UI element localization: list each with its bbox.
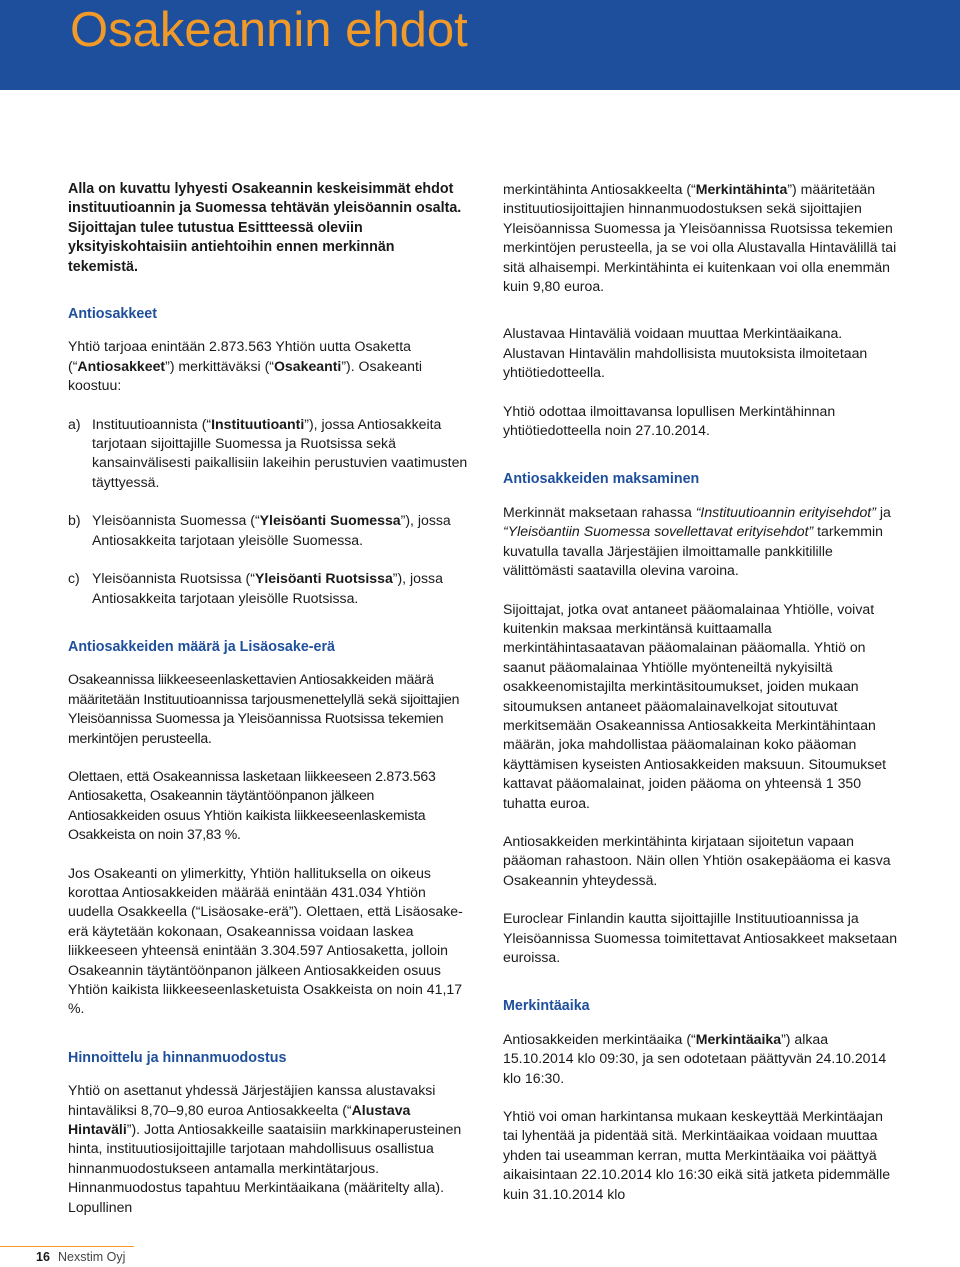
text: Instituutioannista (“ — [92, 415, 212, 432]
text: Yhtiö on asettanut yhdessä Järjestäjien kanssa alustavaksi hintaväliksi 8,70–9,80 euroa Antiosakkeelta (“ — [68, 1082, 436, 1118]
text: tarkemmin kuvatulla tavalla Järjestäjien ilmoittamalle pankkitilille välittömästi saatavilla olevina varoina. — [503, 523, 883, 579]
paragraph: Antiosakkeiden merkintähinta kirjataan sijoitetun vapaan pääoman rahastoon. Näin ollen Yhtiön osakepääoma ei kasva Osakeannin yhteydessä. — [503, 832, 891, 888]
paragraph — [503, 503, 898, 581]
defined-term: Antiosakkeet — [77, 357, 166, 374]
defined-term: Alustava Hintaväli — [68, 1101, 411, 1138]
defined-term: Instituutioanti — [211, 415, 305, 432]
list-marker: b) — [68, 512, 81, 529]
paragraph: Euroclear Finlandin kautta sijoittajille Instituutioannissa ja Yleisöannissa Suomessa toimitettavat Antiosakkeet maksetaan euroissa. — [503, 910, 898, 965]
heading-antiosakkeiden-maara: Antiosakkeiden määrä ja Lisäosake-erä — [68, 638, 336, 655]
list-item — [68, 569, 468, 608]
text: ”), jossa Antiosakkeita tarjotaan sijoittajille Suomessa ja Ruotsissa sekä kansainvälisesti paikallisiin lakeihin perustuvien vaatimusten täyttyessä. — [92, 415, 468, 490]
heading-merkintaaika: Merkintäaika — [503, 998, 590, 1015]
list-text — [92, 415, 468, 493]
list-item — [68, 511, 468, 550]
text: ”), jossa Antiosakkeita tarjotaan yleisölle Suomessa. — [92, 512, 451, 548]
text: Yhtiö tarjoaa enintään 2.873.563 Yhtiön uutta Osaketta (“ — [68, 338, 411, 374]
text: ja — [875, 503, 891, 520]
paragraph: Yhtiö odottaa ilmoittavansa lopullisen Merkintähinnan yhtiötiedotteella noin 27.10.2014. — [503, 402, 836, 439]
paragraph — [68, 337, 468, 395]
text: ”). Osakeanti koostuu: — [68, 357, 423, 394]
paragraph — [68, 1081, 468, 1217]
text: Antiosakkeiden merkintäaika (“ — [503, 1030, 696, 1047]
paragraph — [503, 1030, 898, 1088]
heading-maksaminen: Antiosakkeiden maksaminen — [503, 471, 700, 488]
paragraph: Sijoittajat, jotka ovat antaneet pääomalainaa Yhtiölle, voivat kuitenkin maksaa merkintänsä kuittaamalla merkintähintasaatavan pääomalainan pääomalla. Yhtiö on saanut pääomalainaa Yhtiölle myönteneiltä nykyisiltä osakkeenomistajilta merkintäsitoumukset, joiden mukaan sitoumuksen antaneet pääomalainavelkojat sitoutuvat merkitsemään Osakeannissa Antiosakkeita Merkintähintaan määrän, joka mahdollistaa pääomalainan koko pääoman käyttämisen kyseisten Antiosakkeiden maksuun. Sitoumukset kattavat pääomalainat, joiden pääoma on yhteensä 1 350 tuhatta euroa. — [503, 600, 887, 811]
defined-term: Merkintäaika — [695, 1030, 782, 1047]
text: ”) merkittäväksi (“ — [165, 357, 274, 374]
text: Merkinnät maksetaan rahassa — [503, 503, 696, 520]
defined-term: Merkintähinta — [695, 181, 788, 197]
defined-term: Yleisöanti Suomessa — [259, 512, 401, 529]
text: ”), jossa Antiosakkeita tarjotaan yleisölle Ruotsissa. — [92, 570, 443, 606]
intro-text: Alla on kuvattu lyhyesti Osakeannin keskeisimmät ehdot instituutioannin ja Suomessa tehtävän yleisöannin osalta. Sijoittajan tulee tutustua Esittteessä oleviin yksityiskohtaisiin antiehtoihin ennen merkinnän tekemistä. — [68, 181, 462, 275]
paragraph: Alustavaa Hintaväliä voidaan muuttaa Merkintäaikana. Alustavan Hintavälin mahdollisista muutoksista ilmoitetaan yhtiötiedotteella. — [503, 325, 868, 381]
list-marker: c) — [68, 570, 80, 587]
heading-antiosakkeet: Antiosakkeet — [68, 306, 157, 323]
paragraph: Yhtiö voi oman harkintansa mukaan keskeyttää Merkintäajan tai lyhentää ja pidentää sitä. Merkintäaikaa voidaan muuttaa yhden tai useamman kerran, mutta Merkintäaika voi päättyä aikaisintaan 22.10.2014 klo 16:30 eikä sitä jatketa pidemmälle kuin 31.10.2014 klo — [503, 1108, 891, 1202]
list-text — [92, 569, 468, 608]
heading-hinnoittelu: Hinnoittelu ja hinnanmuodostus — [68, 1049, 287, 1066]
text: Yleisöannista Ruotsissa (“ — [92, 570, 255, 587]
right-column — [503, 180, 898, 1204]
italic-term: “Yleisöantiin Suomessa sovellettavat erityisehdot” — [503, 523, 814, 540]
text: Yleisöannista Suomessa (“ — [92, 512, 260, 529]
paragraph: Osakeannissa liikkeeseenlaskettavien Antiosakkeiden määrä määritetään Instituutioannissa tarjousmenettelyllä sekä sijoittajien Yleisöannissa Suomessa ja Yleisöannissa Ruotsissa tekemien merkintöjen perusteella. — [68, 671, 460, 746]
company-name: Nexstim Oyj — [58, 1250, 126, 1264]
text: ”). Jotta Antiosakkeille saataisiin markkinaperusteinen hinta, instituutiosijoittajille tarjotaan mahdollisuus osallistua hinnanmuodostukseen antamalla merkintätarjous. Hinnanmuodostus tapahtuu Merkintäaikana (määritelty alla). Lopullinen — [68, 1121, 462, 1215]
text: ”) määritetään instituutiosijoittajien hinnanmuodostuksen sekä sijoittajien Yleisöannissa Suomessa ja Yleisöannissa Ruotsissa tekemien merkintöjen perusteella, ja se voi olla Alustavalla Hintavälillä tai sitä alhaisempi. Merkintähinta ei kuitenkaan voi olla enemmän kuin 9,80 euroa. — [503, 181, 897, 295]
page-title: Osakeannin ehdot — [70, 3, 468, 57]
page-number: 16 — [36, 1250, 50, 1264]
italic-term: “Instituutioannin erityisehdot” — [695, 503, 876, 520]
text: ”) alkaa 15.10.2014 klo 09:30, ja sen odotetaan päättyvän 24.10.2014 klo 16:30. — [503, 1030, 887, 1086]
paragraph: Jos Osakeanti on ylimerkitty, Yhtiön hallituksella on oikeus korottaa Antiosakkeiden määrää enintään 431.034 Yhtiön uudella Osakkeella (“Lisäosake-erä”). Olettaen, että Lisäosake-erä käytetään kokonaan, Osakeannissa voidaan laskea liikkeeseen yhteensä enintään 3.304.597 Antiosaketta, jolloin Osakeannin täytäntöönpanon jälkeen Antiosakkeiden osuus Yhtiön kaikista liikkeeseenlasketuista Osakkeista on noin 41,17 %. — [68, 864, 463, 1017]
list-item — [68, 415, 468, 493]
defined-term: Yleisöanti Ruotsissa — [254, 570, 393, 587]
defined-term: Osakeanti — [273, 357, 342, 374]
paragraph — [503, 180, 898, 296]
text: merkintähinta Antiosakkeelta (“ — [503, 181, 696, 197]
footer-rule — [0, 1246, 134, 1247]
paragraph: Olettaen, että Osakeannissa lasketaan liikkeeseen 2.873.563 Antiosaketta, Osakeannin täytäntöönpanon jälkeen Antiosakkeiden osuus Yhtiön kaikista liikkeeseenlaskemista Osakkeista on noin 37,83 %. — [68, 767, 436, 843]
page-footer — [0, 1246, 200, 1266]
list-text — [92, 511, 468, 550]
list-marker: a) — [68, 415, 81, 432]
left-column — [68, 180, 468, 1217]
header-band — [0, 0, 960, 90]
